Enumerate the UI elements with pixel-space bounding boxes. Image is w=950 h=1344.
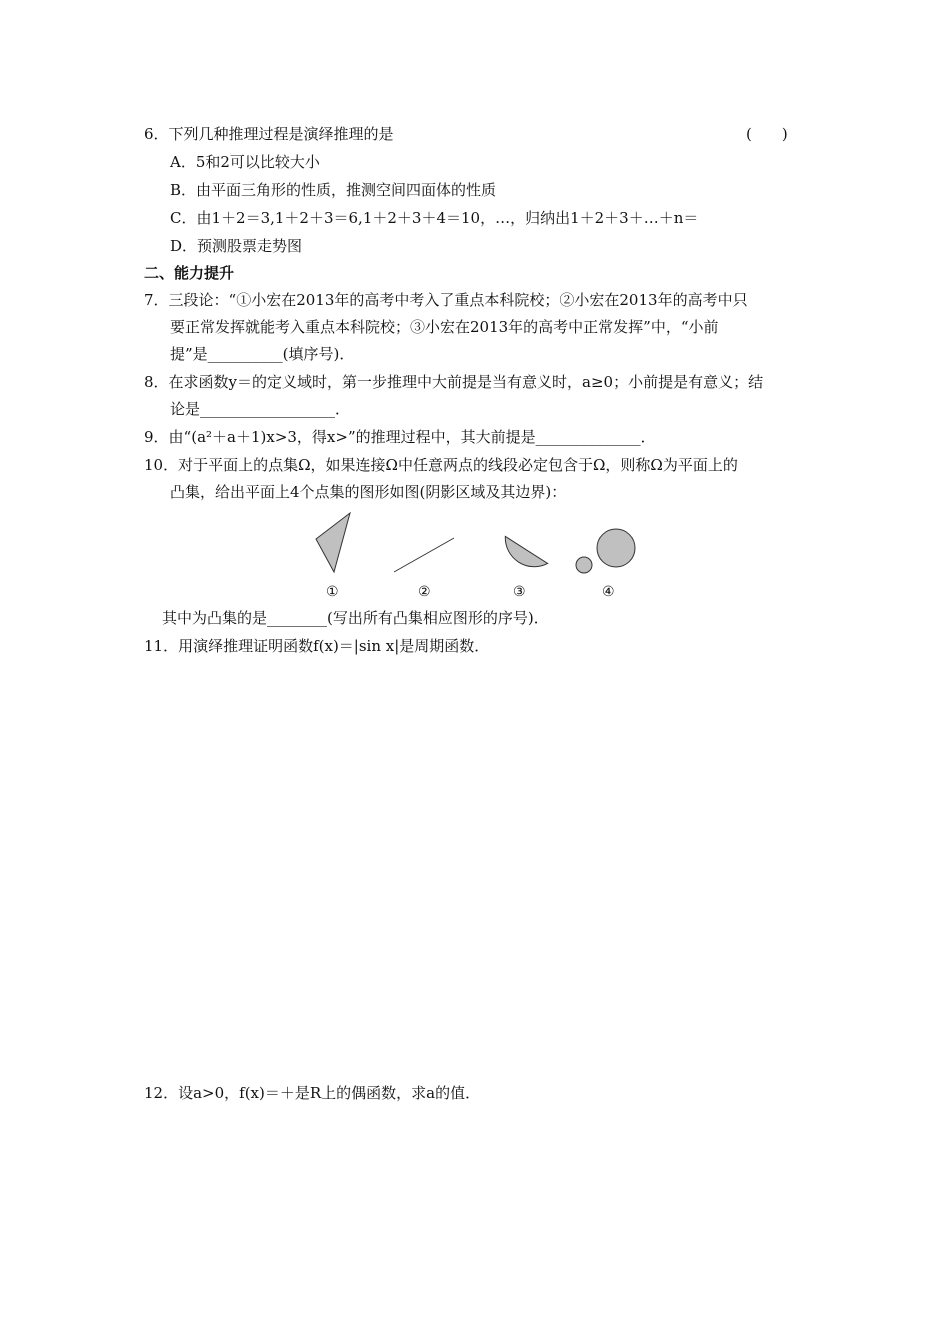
q6-option-a: A．5和2可以比较大小 — [170, 153, 320, 171]
q7-line1: 7．三段论：“①小宏在2013年的高考中考入了重点本科院校；②小宏在2013年的高考中只 — [144, 291, 748, 309]
figure-label-2: ② — [418, 584, 431, 600]
q6-answer-blank: ( ) — [746, 125, 788, 143]
figure-2-segment — [394, 538, 454, 572]
q7-line2: 要正常发挥就能考入重点本科院校；③小宏在2013年的高考中正常发挥”中，“小前 — [170, 318, 719, 336]
figure-4-large-disk — [597, 529, 635, 567]
q12-line1: 12．设a>0，f(x)＝＋是R上的偶函数，求a的值． — [144, 1084, 481, 1102]
figure-label-3: ③ — [513, 584, 526, 600]
q8-line2: 论是__________________． — [170, 400, 351, 418]
q6-option-d: D．预测股票走势图 — [170, 237, 303, 255]
figure-1-polygon — [316, 513, 350, 572]
section-heading: 二、能力提升 — [144, 264, 235, 282]
q8-line1: 8．在求函数y＝的定义域时，第一步推理中大前提是当有意义时，a≥0；小前提是有意义；结 — [144, 373, 764, 391]
q10-line3: 其中为凸集的是________(写出所有凸集相应图形的序号)． — [162, 609, 549, 627]
figure-label-4: ④ — [602, 584, 615, 600]
q7-line3: 提”是__________(填序号)． — [170, 345, 355, 363]
q10-line2: 凸集，给出平面上4个点集的图形如图(阴影区域及其边界)： — [170, 483, 567, 501]
figure-4-small-disk — [576, 557, 592, 573]
q10-line1: 10．对于平面上的点集Ω，如果连接Ω中任意两点的线段必定包含于Ω，则称Ω为平面上的 — [144, 456, 738, 474]
q9-line1: 9．由“(a²＋a＋1)x>3，得x>”的推理过程中，其大前提是______________． — [144, 428, 656, 446]
q6-option-c: C．由1＋2＝3,1＋2＋3＝6,1＋2＋3＋4＝10，…，归纳出1＋2＋3＋…＋n＝ — [170, 209, 699, 227]
q6-option-b: B．由平面三角形的性质，推测空间四面体的性质 — [170, 181, 497, 199]
q11-line1: 11．用演绎推理证明函数f(x)＝|sin x|是周期函数． — [144, 637, 490, 655]
figure-3-half-disk — [505, 530, 548, 571]
q6-stem: 6．下列几种推理过程是演绎推理的是 — [144, 125, 394, 143]
convex-set-figures — [300, 505, 650, 585]
figure-label-1: ① — [326, 584, 339, 600]
